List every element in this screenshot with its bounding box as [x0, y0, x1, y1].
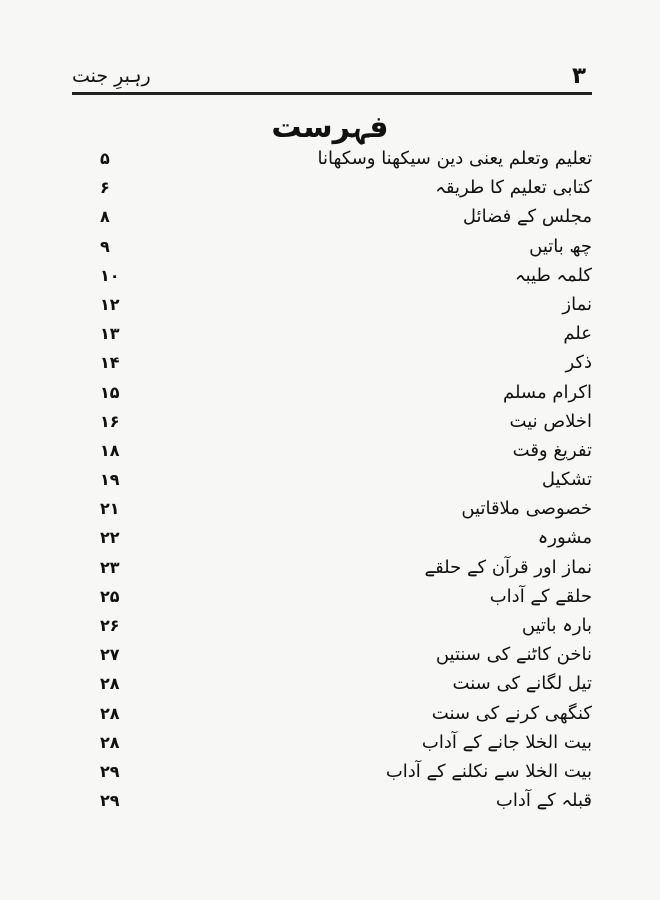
toc-entry-title: بارہ باتیں — [521, 615, 592, 636]
toc-entry-title: تیل لگانے کی سنت — [452, 673, 592, 695]
toc-entry — [100, 232, 600, 261]
toc-entry-title: اخلاص نیت — [509, 410, 592, 432]
toc-entry-page-number: ۲۸ — [100, 674, 120, 694]
toc-entry-page-number: ۱۶ — [100, 411, 120, 431]
toc-entry-page-number: ۱۵ — [100, 382, 120, 402]
toc-entry-page-number: ۹ — [100, 236, 110, 256]
toc-entry-page-number: ۲۷ — [100, 645, 120, 665]
toc-entry-title: کتابی تعلیم کا طریقہ — [435, 177, 592, 199]
toc-entry-page-number: ۲۹ — [100, 761, 120, 781]
toc-entry-title: حلقے کے آداب — [489, 585, 592, 607]
toc-entry-page-number: ۲۹ — [100, 791, 120, 811]
toc-entry-title: نماز اور قرآن کے حلقے — [424, 556, 592, 578]
toc-entry-page-number: ۲۶ — [100, 616, 120, 635]
header-rule — [72, 92, 592, 95]
toc-entry — [100, 553, 600, 582]
toc-entry-page-number: ۲۲ — [100, 528, 120, 548]
toc-entry-title: چھ باتیں — [529, 235, 592, 257]
toc-entry-page-number: ۱۰ — [100, 265, 120, 285]
table-of-contents — [100, 144, 600, 815]
toc-entry-page-number: ۱۸ — [100, 440, 120, 460]
toc-entry-title: تشکیل — [541, 469, 592, 491]
running-head — [70, 62, 592, 96]
toc-entry-title: مجلس کے فضائل — [462, 206, 592, 228]
page-number: ۳ — [571, 63, 586, 89]
toc-entry-title: کلمہ طیبہ — [515, 264, 592, 286]
toc-entry-title: نماز — [562, 293, 592, 315]
toc-entry — [100, 786, 600, 815]
toc-entry-page-number: ۲۵ — [100, 586, 120, 606]
toc-entry-title: کنگھی کرنے کی سنت — [431, 702, 592, 724]
toc-entry-title: تعلیم وتعلم یعنی دین سیکھنا وسکھانا — [317, 148, 592, 169]
toc-entry-page-number: ۲۸ — [100, 703, 120, 723]
toc-entry — [100, 699, 600, 728]
toc-entry — [100, 494, 600, 523]
toc-entry — [100, 669, 600, 698]
toc-entry — [100, 261, 600, 290]
toc-entry-page-number: ۲۱ — [100, 499, 120, 519]
toc-entry — [100, 582, 600, 611]
toc-entry — [100, 407, 600, 436]
toc-entry-title: علم — [563, 323, 592, 345]
toc-entry-page-number: ۲۳ — [100, 557, 120, 577]
book-title: رہبرِ جنت — [72, 65, 151, 87]
toc-entry-title: مشورہ — [537, 527, 592, 549]
toc-entry — [100, 757, 600, 786]
toc-entry-title: قبلہ کے آداب — [495, 790, 592, 812]
toc-entry-page-number: ۱۴ — [100, 353, 120, 373]
toc-entry — [100, 319, 600, 348]
toc-entry-title: اکرام مسلم — [502, 381, 592, 403]
toc-entry-page-number: ۵ — [100, 149, 110, 168]
toc-entry — [100, 378, 600, 407]
toc-entry-page-number: ۱۳ — [100, 324, 120, 344]
toc-entry-page-number: ۱۲ — [100, 294, 120, 314]
toc-entry — [100, 144, 600, 173]
toc-entry — [100, 728, 600, 757]
toc-entry — [100, 348, 600, 377]
toc-entry — [100, 611, 600, 640]
toc-entry-title: بیت الخلا سے نکلنے کے آداب — [385, 760, 592, 782]
toc-entry — [100, 640, 600, 669]
toc-entry — [100, 173, 600, 202]
toc-entry-page-number: ۱۹ — [100, 470, 120, 490]
toc-entry-title: بیت الخلا جانے کے آداب — [421, 731, 592, 753]
toc-entry — [100, 290, 600, 319]
toc-entry — [100, 523, 600, 552]
toc-entry-title: تفریغ وقت — [512, 439, 592, 461]
toc-entry-page-number: ۶ — [100, 178, 110, 198]
toc-entry — [100, 465, 600, 494]
toc-entry — [100, 436, 600, 465]
toc-entry-title: خصوصی ملاقاتیں — [461, 498, 592, 520]
contents-heading: فہرست — [271, 110, 389, 145]
toc-entry — [100, 202, 600, 231]
toc-entry-title: ناخن کاٹنے کی سنتیں — [435, 644, 592, 666]
toc-entry-title: ذکر — [565, 352, 592, 374]
toc-entry-page-number: ۲۸ — [100, 732, 120, 752]
toc-entry-page-number: ۸ — [100, 207, 110, 227]
